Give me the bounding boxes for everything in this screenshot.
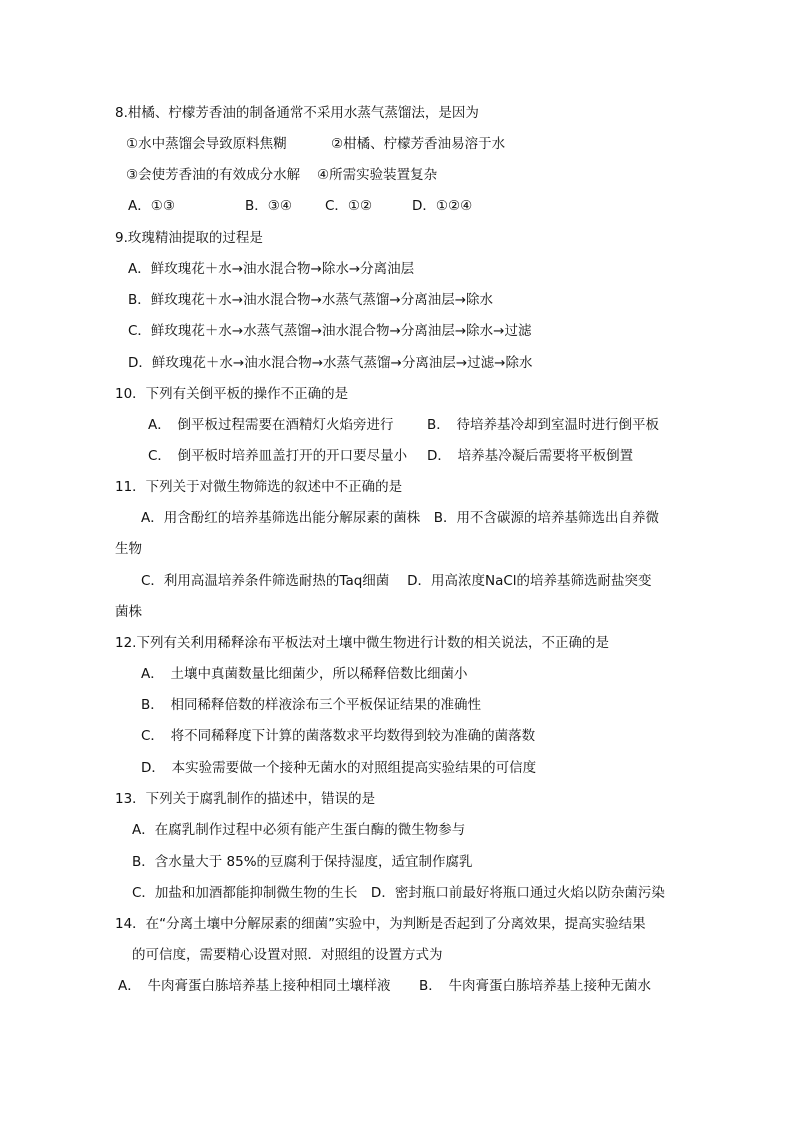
q12-option-d: D． 本实验需要做一个接种无菌水的对照组提高实验结果的可信度 <box>141 760 537 776</box>
q14-stem: 14．在“分离土壤中分解尿素的细菌”实验中，为判断是否起到了分离效果，提高实验结果 <box>115 916 646 932</box>
q13-line-1: A．在腐乳制作过程中必须有能产生蛋白酶的微生物参与 <box>132 822 466 838</box>
q13-line-2: B．含水量大于 85%的豆腐利于保持湿度，适宜制作腐乳 <box>132 854 473 870</box>
q9-option-d: D．鲜玫瑰花＋水→油水混合物→水蒸气蒸馏→分离油层→过滤→除水 <box>128 355 533 371</box>
q9-stem: 9.玫瑰精油提取的过程是 <box>115 230 263 246</box>
q8-option-b: B．③④ <box>245 198 292 214</box>
q8-statement-1: ①水中蒸馏会导致原料焦糊 <box>126 136 287 152</box>
q11-line-1: A．用含酚红的培养基筛选出能分解尿素的菌株 B．用不含碳源的培养基筛选出自养微 <box>141 510 659 526</box>
q11-stem: 11．下列关于对微生物筛选的叙述中不正确的是 <box>115 479 403 495</box>
q12-option-b: B． 相同稀释倍数的样液涂布三个平板保证结果的准确性 <box>141 697 482 713</box>
q8-option-c: C．①② <box>325 198 373 214</box>
q9-option-a: A．鲜玫瑰花＋水→油水混合物→除水→分离油层 <box>128 261 415 277</box>
q12-option-c: C． 将不同稀释度下计算的菌落数求平均数得到较为准确的菌落数 <box>141 728 536 744</box>
q8-statement-4: ④所需实验装置复杂 <box>317 167 438 183</box>
q12-stem: 12.下列有关利用稀释涂布平板法对土壤中微生物进行计数的相关说法，不正确的是 <box>115 635 609 651</box>
q13-line-3: C．加盐和加酒都能抑制微生物的生长 D．密封瓶口前最好将瓶口通过火焰以防杂菌污染 <box>132 885 665 901</box>
q9-option-b: B．鲜玫瑰花＋水→油水混合物→水蒸气蒸馏→分离油层→除水 <box>128 292 494 308</box>
q12-option-a: A． 土壤中真菌数量比细菌少，所以稀释倍数比细菌小 <box>141 666 468 682</box>
q11-line-3: C．利用高温培养条件筛选耐热的Taq细菌 D．用高浓度NaCl的培养基筛选耐盐突变 <box>141 573 652 589</box>
q10-option-d: D． 培养基冷凝后需要将平板倒置 <box>427 448 634 464</box>
q14-stem-continued: 的可信度，需要精心设置对照．对照组的设置方式为 <box>132 947 443 963</box>
q10-option-c: C． 倒平板时培养皿盖打开的开口要尽量小 <box>148 448 408 464</box>
q8-option-a: A．①③ <box>128 198 175 214</box>
q11-line-2: 生物 <box>115 541 142 557</box>
q14-option-b: B． 牛肉膏蛋白胨培养基上接种无菌水 <box>419 978 652 994</box>
q14-option-a: A． 牛肉膏蛋白胨培养基上接种相同土壤样液 <box>118 978 391 994</box>
q11-line-4: 菌株 <box>115 604 142 620</box>
q8-statement-2: ②柑橘、柠檬芳香油易溶于水 <box>331 136 506 152</box>
q8-statement-3: ③会使芳香油的有效成分水解 <box>126 167 301 183</box>
q10-option-b: B． 待培养基冷却到室温时进行倒平板 <box>427 417 660 433</box>
q8-option-d: D．①②④ <box>412 198 473 214</box>
q9-option-c: C．鲜玫瑰花＋水→水蒸气蒸馏→油水混合物→分离油层→除水→过滤 <box>128 323 532 339</box>
q10-option-a: A． 倒平板过程需要在酒精灯火焰旁进行 <box>148 417 394 433</box>
q10-stem: 10．下列有关倒平板的操作不正确的是 <box>115 386 349 402</box>
q13-stem: 13．下列关于腐乳制作的描述中，错误的是 <box>115 791 376 807</box>
q8-stem: 8.柑橘、柠檬芳香油的制备通常不采用水蒸气蒸馏法，是因为 <box>115 105 479 121</box>
